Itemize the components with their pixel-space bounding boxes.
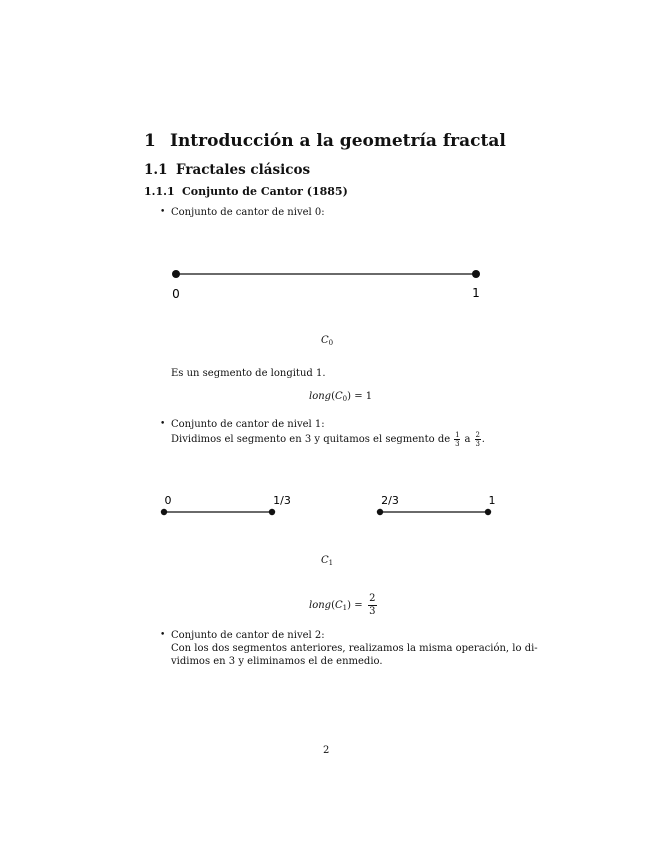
formula-long-c0: $long(C_0) = 1$ xyxy=(309,391,373,403)
figure-cantor-level-1 xyxy=(155,490,500,522)
subsection-title: Fractales clásicos xyxy=(176,162,311,178)
section-number: 1 xyxy=(144,131,156,151)
item-1-heading: Conjunto de cantor de nivel 0: xyxy=(171,207,325,218)
endpoint-0 xyxy=(161,509,167,515)
fraction-2-3: $\frac{2}{3}$ xyxy=(475,431,480,448)
bullet-3: • xyxy=(160,630,166,640)
item-2-heading: Conjunto de cantor de nivel 1: xyxy=(171,419,325,430)
label-1-3: 1/3 xyxy=(273,494,291,507)
subsubsection-number: 1.1.1 xyxy=(144,185,175,198)
formula-long-c1: $long(C_1)$ = $\frac{2}{3}$ xyxy=(309,593,376,617)
subsubsection-heading xyxy=(144,185,348,198)
label-1: 1 xyxy=(472,286,480,300)
label-2-3: 2/3 xyxy=(381,494,399,507)
item-3-heading: Conjunto de cantor de nivel 2: xyxy=(171,630,325,641)
figure-cantor-level-0 xyxy=(160,262,490,302)
item-1-text: Es un segmento de longitud 1. xyxy=(171,368,326,379)
endpoint-0 xyxy=(172,270,180,278)
section-title: Introducción a la geometría fractal xyxy=(170,131,506,151)
label-0: 0 xyxy=(164,494,172,507)
fraction-2-3-display: $\frac{2}{3}$ xyxy=(369,593,376,617)
endpoint-1 xyxy=(472,270,480,278)
page-number: 2 xyxy=(323,745,330,756)
fraction-1-3: $\frac{1}{3}$ xyxy=(455,431,460,448)
endpoint-1-3 xyxy=(269,509,275,515)
bullet-1: • xyxy=(160,207,166,217)
section-heading xyxy=(144,131,506,151)
item-2-text: Dividimos el segmento en 3 y quitamos el segmento de $\frac{1}{3}$ a $\frac{2}{3}$ . xyxy=(171,431,485,448)
label-1: 1 xyxy=(488,494,496,507)
subsubsection-title: Conjunto de Cantor (1885) xyxy=(182,185,348,198)
subsection-heading xyxy=(144,162,310,178)
caption-c1: $C_1$ xyxy=(321,555,334,567)
item-3-line-2: vidimos en 3 y eliminamos el de enmedio. xyxy=(171,656,383,667)
caption-c0: $C_0$ xyxy=(321,335,334,347)
label-0: 0 xyxy=(172,287,180,301)
endpoint-2-3 xyxy=(377,509,383,515)
item-3-line-1: Con los dos segmentos anteriores, realizamos la misma operación, lo di- xyxy=(171,643,538,654)
endpoint-1 xyxy=(485,509,491,515)
bullet-2: • xyxy=(160,419,166,429)
subsection-number: 1.1 xyxy=(144,162,168,178)
